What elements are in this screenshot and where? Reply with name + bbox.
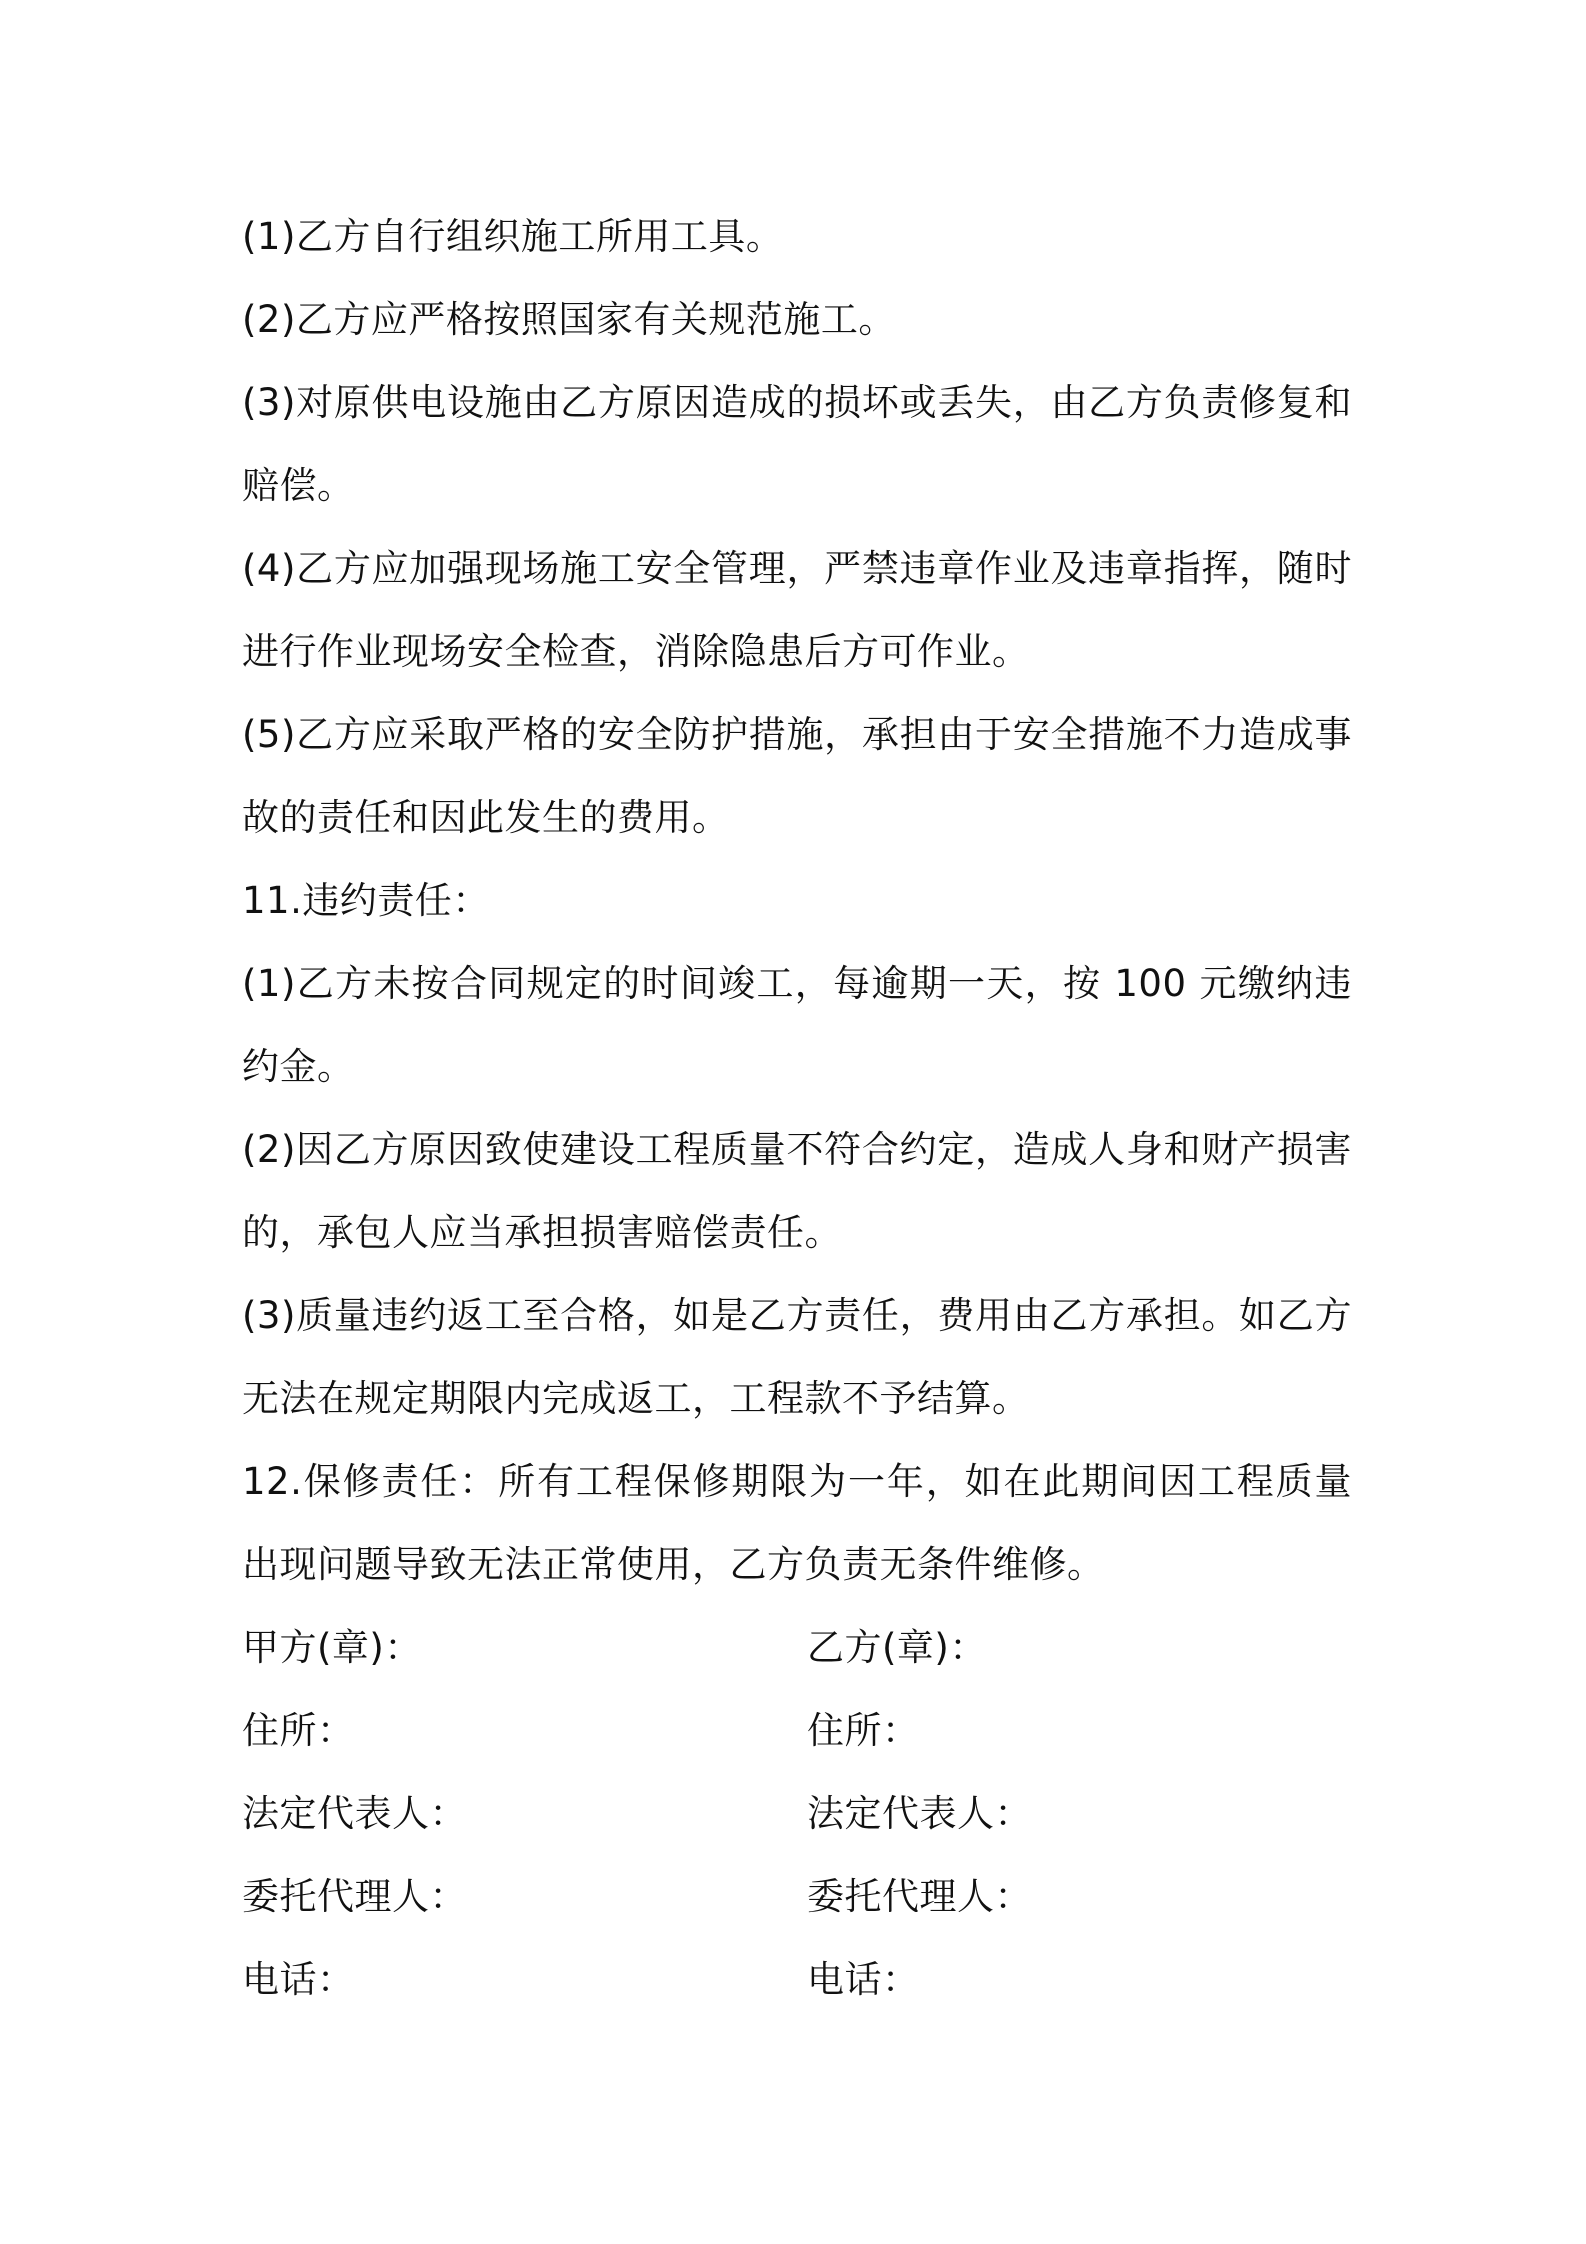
clause-delay-penalty: (1)乙方未按合同规定的时间竣工，每逾期一天，按 100 元缴纳违约金。 — [242, 962, 1352, 1088]
document-body — [242, 195, 1352, 2021]
signature-row-seal — [242, 1606, 1352, 1689]
party-b-agent-label: 委托代理人： — [807, 1875, 1032, 1918]
signature-row-address — [242, 1689, 1352, 1772]
party-a-seal-label: 甲方(章)： — [242, 1626, 422, 1669]
section-warranty: 12.保修责任：所有工程保修期限为一年，如在此期间因工程质量出现问题导致无法正常使用，乙方负责无条件维修。 — [242, 1460, 1352, 1586]
clause-safety-management: (4)乙方应加强现场施工安全管理，严禁违章作业及违章指挥，随时进行作业现场安全检查，消除隐患后方可作业。 — [242, 547, 1352, 673]
clause-damage-compensation: (3)对原供电设施由乙方原因造成的损坏或丢失，由乙方负责修复和赔偿。 — [242, 381, 1352, 507]
signature-row-phone — [242, 1938, 1352, 2021]
party-a-agent-label: 委托代理人： — [242, 1875, 467, 1918]
signature-block — [242, 1606, 1352, 2021]
clause-quality-liability: (2)因乙方原因致使建设工程质量不符合约定，造成人身和财产损害的，承包人应当承担损害赔偿责任。 — [242, 1128, 1352, 1254]
section-heading-breach: 11.违约责任： — [242, 879, 490, 922]
party-a-legal-rep-label: 法定代表人： — [242, 1792, 467, 1835]
clause-safety-measures: (5)乙方应采取严格的安全防护措施，承担由于安全措施不力造成事故的责任和因此发生的费用。 — [242, 713, 1352, 839]
clause-tools: (1)乙方自行组织施工所用工具。 — [242, 215, 784, 258]
clause-standards: (2)乙方应严格按照国家有关规范施工。 — [242, 298, 896, 341]
clause-rework: (3)质量违约返工至合格，如是乙方责任，费用由乙方承担。如乙方无法在规定期限内完成返工，工程款不予结算。 — [242, 1294, 1352, 1420]
party-b-seal-label: 乙方(章)： — [807, 1626, 987, 1669]
party-b-phone-label: 电话： — [807, 1958, 920, 2001]
party-b-address-label: 住所： — [807, 1709, 920, 1752]
party-a-address-label: 住所： — [242, 1709, 355, 1752]
signature-row-agent — [242, 1855, 1352, 1938]
party-a-phone-label: 电话： — [242, 1958, 355, 2001]
party-b-legal-rep-label: 法定代表人： — [807, 1792, 1032, 1835]
signature-row-legal-rep — [242, 1772, 1352, 1855]
